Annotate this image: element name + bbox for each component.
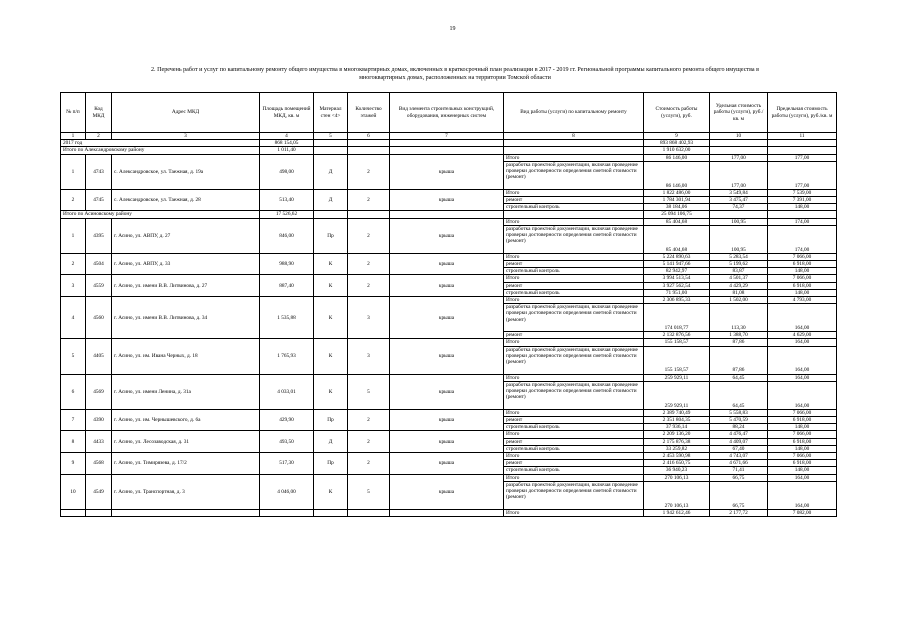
- house-code: 4390: [86, 409, 112, 431]
- work-unit-cost: 4 743,07: [710, 453, 768, 460]
- col-header-area: Площадь помещений МКД, кв. м: [260, 93, 314, 133]
- work-cost: 174 018,77: [644, 304, 710, 332]
- house-row: [61, 189, 837, 196]
- work-type: ремонт: [504, 332, 644, 339]
- work-unit-cost: 3 475,47: [710, 197, 768, 204]
- work-type: строительный контроль: [504, 289, 644, 296]
- work-max-cost: 7 066,00: [768, 409, 837, 416]
- work-cost: 259 929,11: [644, 374, 710, 381]
- work-cost: 270 106,13: [644, 474, 710, 481]
- work-unit-cost: 81,08: [710, 289, 768, 296]
- house-address: г. Асино, ул. им. Чернышевского, д. 6а: [112, 409, 260, 431]
- work-max-cost: 148,00: [768, 467, 837, 474]
- house-area: 4 033,01: [260, 374, 314, 409]
- work-unit-cost: 4 409,07: [710, 438, 768, 445]
- house-address: г. Асино, ул. им. Ивана Черных, д. 18: [112, 339, 260, 374]
- col-num: 8: [504, 133, 644, 140]
- col-header-unit-cost: Удельная стоимость работы (услуги), руб./кв. м: [710, 93, 768, 133]
- work-unit-cost: 87,86: [710, 346, 768, 374]
- work-max-cost: 148,00: [768, 289, 837, 296]
- work-cost: 2 453 590,98: [644, 453, 710, 460]
- house-number: 2: [61, 253, 86, 275]
- work-max-cost: 177,00: [768, 161, 837, 189]
- structural-element: крыша: [390, 374, 504, 409]
- work-cost: 71 951,00: [644, 289, 710, 296]
- floor-count: 5: [348, 374, 390, 409]
- work-cost: 3 927 562,54: [644, 282, 710, 289]
- work-type: разработка проектной документации, включая проведение проверки достоверности определения сметной стоимости (ремонт): [504, 346, 644, 374]
- house-address: г. Асино, ул. АВПУ, д. 33: [112, 253, 260, 275]
- work-max-cost: 164,00: [768, 474, 837, 481]
- house-row: [61, 275, 837, 282]
- work-cost: 2 306 895,33: [644, 297, 710, 304]
- work-cost: 1 784 301,94: [644, 197, 710, 204]
- work-max-cost: 164,00: [768, 374, 837, 381]
- wall-material: Пр: [314, 409, 348, 431]
- header-row: [61, 93, 837, 133]
- work-type: Итого: [504, 509, 644, 516]
- col-num: 9: [644, 133, 710, 140]
- house-number: 6: [61, 374, 86, 409]
- work-cost: 36 940,23: [644, 467, 710, 474]
- work-cost: 1 822 486,00: [644, 189, 710, 196]
- house-row: [61, 218, 837, 225]
- work-type: строительный контроль: [504, 445, 644, 452]
- work-unit-cost: 71,41: [710, 467, 768, 474]
- structural-element: крыша: [390, 431, 504, 453]
- work-max-cost: 6 918,00: [768, 417, 837, 424]
- house-area: 1 535,88: [260, 297, 314, 339]
- work-type: Итого: [504, 253, 644, 260]
- district-cost: 25 094 106,75: [644, 211, 710, 218]
- house-address: г. Асино, ул. Тимирязева, д. 17/2: [112, 453, 260, 475]
- tail-value: 2 177,72: [710, 509, 768, 516]
- work-cost: 2 132 876,56: [644, 332, 710, 339]
- work-max-cost: 177,00: [768, 154, 837, 161]
- house-number: 5: [61, 339, 86, 374]
- wall-material: К: [314, 339, 348, 374]
- work-max-cost: 4 629,00: [768, 332, 837, 339]
- floor-count: 2: [348, 409, 390, 431]
- structural-element: крыша: [390, 154, 504, 189]
- house-address: г. Асино, ул. имени В.В. Литвинова, д. 27: [112, 275, 260, 297]
- work-type: разработка проектной документации, включая проведение проверки достоверности определения сметной стоимости (ремонт): [504, 161, 644, 189]
- heading-line-2: многоквартирных домах, расположенных на территории Томской области: [359, 75, 551, 81]
- house-number: 10: [61, 474, 86, 509]
- work-type: разработка проектной документации, включая проведение проверки достоверности определения сметной стоимости (ремонт): [504, 481, 644, 509]
- work-max-cost: 4 793,00: [768, 297, 837, 304]
- house-code: 4549: [86, 474, 112, 509]
- wall-material: Д: [314, 189, 348, 211]
- work-type: строительный контроль: [504, 204, 644, 211]
- work-max-cost: 148,00: [768, 268, 837, 275]
- structural-element: крыша: [390, 339, 504, 374]
- house-code: 4743: [86, 154, 112, 189]
- house-code: 4568: [86, 453, 112, 475]
- house-area: 493,50: [260, 431, 314, 453]
- house-code: 4569: [86, 374, 112, 409]
- district-cost: 1 910 632,00: [644, 147, 710, 154]
- work-cost: 33 259,82: [644, 445, 710, 452]
- work-type: Итого: [504, 297, 644, 304]
- floor-count: 2: [348, 253, 390, 275]
- house-code: 4405: [86, 339, 112, 374]
- work-cost: 86 146,00: [644, 161, 710, 189]
- house-area: 1 765,93: [260, 339, 314, 374]
- floor-count: 3: [348, 339, 390, 374]
- district-summary-row: [61, 147, 837, 154]
- district-label: Итого по Александровскому району: [61, 147, 260, 154]
- house-area: 498,00: [260, 154, 314, 189]
- work-type: ремонт: [504, 417, 644, 424]
- work-type: разработка проектной документации, включая проведение проверки достоверности определения сметной стоимости (ремонт): [504, 304, 644, 332]
- house-address: с. Александровское, ул. Таежная, д. 28: [112, 189, 260, 211]
- work-cost: 86 146,00: [644, 154, 710, 161]
- work-max-cost: 6 918,00: [768, 460, 837, 467]
- house-area: 513,40: [260, 189, 314, 211]
- work-max-cost: 164,00: [768, 481, 837, 509]
- house-address: г. Асино, ул. Транспортная, д. 3: [112, 474, 260, 509]
- work-unit-cost: 113,30: [710, 304, 768, 332]
- house-code: 4504: [86, 253, 112, 275]
- work-cost: 85 404,68: [644, 225, 710, 253]
- year-summary-row: [61, 140, 837, 147]
- work-type: Итого: [504, 374, 644, 381]
- structural-element: крыша: [390, 275, 504, 297]
- work-type: ремонт: [504, 282, 644, 289]
- work-unit-cost: 177,00: [710, 161, 768, 189]
- work-max-cost: 174,00: [768, 218, 837, 225]
- year-area: 868 154,05: [260, 140, 314, 147]
- work-type: Итого: [504, 431, 644, 438]
- wall-material: К: [314, 275, 348, 297]
- col-num: 1: [61, 133, 86, 140]
- house-area: 517,30: [260, 453, 314, 475]
- work-type: Итого: [504, 339, 644, 346]
- heading-line-1: 2. Перечень работ и услуг по капитальному ремонту общего имущества в многоквартирных домах, включенных в краткосрочный план реализации в 2017 - 2019 гг. Региональной программы капитального ремонта общего имущества в: [151, 67, 759, 73]
- work-cost: 5 141 947,66: [644, 261, 710, 268]
- work-unit-cost: 66,75: [710, 474, 768, 481]
- work-unit-cost: 1 502,00: [710, 297, 768, 304]
- work-type: ремонт: [504, 261, 644, 268]
- wall-material: К: [314, 374, 348, 409]
- tail-row: [61, 509, 837, 516]
- work-cost: 270 106,13: [644, 481, 710, 509]
- col-header-code: Код МКД: [86, 93, 112, 133]
- work-max-cost: 7 066,00: [768, 453, 837, 460]
- house-code: 4560: [86, 297, 112, 339]
- wall-material: Д: [314, 154, 348, 189]
- work-max-cost: 148,00: [768, 424, 837, 431]
- work-type: разработка проектной документации, включая проведение проверки достоверности определения сметной стоимости (ремонт): [504, 381, 644, 409]
- house-row: [61, 374, 837, 381]
- col-header-material: Материал стен <4>: [314, 93, 348, 133]
- house-address: г. Асино, ул. имени В.В. Литвинова, д. 34: [112, 297, 260, 339]
- house-area: 988,90: [260, 253, 314, 275]
- work-cost: 155 158,57: [644, 339, 710, 346]
- house-area: 4 046,00: [260, 474, 314, 509]
- house-number: 2: [61, 189, 86, 211]
- col-header-element: Вид элемента строительных конструкций, оборудования, инженерных систем: [390, 93, 504, 133]
- work-max-cost: 7 066,00: [768, 275, 837, 282]
- tail-value: 1 942 612,46: [644, 509, 710, 516]
- work-type: Итого: [504, 189, 644, 196]
- structural-element: крыша: [390, 218, 504, 253]
- work-max-cost: 7 066,00: [768, 431, 837, 438]
- col-num: 2: [86, 133, 112, 140]
- work-max-cost: 164,00: [768, 339, 837, 346]
- col-num: 10: [710, 133, 768, 140]
- year-label: 2017 год: [61, 140, 260, 147]
- house-number: 1: [61, 154, 86, 189]
- work-cost: 38 184,06: [644, 204, 710, 211]
- work-unit-cost: 5 470,59: [710, 417, 768, 424]
- house-area: 429,90: [260, 409, 314, 431]
- house-code: 4433: [86, 431, 112, 453]
- structural-element: крыша: [390, 297, 504, 339]
- work-unit-cost: 5 199,62: [710, 261, 768, 268]
- work-unit-cost: 67,40: [710, 445, 768, 452]
- work-type: строительный контроль: [504, 467, 644, 474]
- work-max-cost: 6 918,00: [768, 438, 837, 445]
- work-max-cost: 6 918,00: [768, 282, 837, 289]
- work-cost: 5 224 890,63: [644, 253, 710, 260]
- work-cost: 2 175 876,38: [644, 438, 710, 445]
- floor-count: 2: [348, 453, 390, 475]
- house-row: [61, 297, 837, 304]
- work-max-cost: 164,00: [768, 304, 837, 332]
- wall-material: К: [314, 474, 348, 509]
- col-num: 6: [348, 133, 390, 140]
- structural-element: крыша: [390, 189, 504, 211]
- district-label: Итого по Асиновскому району: [61, 211, 260, 218]
- col-num: 5: [314, 133, 348, 140]
- work-unit-cost: 4 671,66: [710, 460, 768, 467]
- work-type: Итого: [504, 474, 644, 481]
- work-type: Итого: [504, 218, 644, 225]
- table-body: [61, 140, 837, 517]
- work-cost: 259 929,11: [644, 381, 710, 409]
- house-row: [61, 474, 837, 481]
- district-area: 17 526,62: [260, 211, 314, 218]
- work-unit-cost: 64,45: [710, 374, 768, 381]
- district-summary-row: [61, 211, 837, 218]
- floor-count: 2: [348, 189, 390, 211]
- page-number: 19: [449, 26, 456, 32]
- year-cost: 893 868 402,93: [644, 140, 710, 147]
- work-unit-cost: 4 501,37: [710, 275, 768, 282]
- house-row: [61, 409, 837, 416]
- work-type: ремонт: [504, 460, 644, 467]
- house-number: 4: [61, 297, 86, 339]
- work-max-cost: 6 918,00: [768, 261, 837, 268]
- house-number: 8: [61, 431, 86, 453]
- district-area: 1 011,40: [260, 147, 314, 154]
- work-cost: 3 994 513,54: [644, 275, 710, 282]
- col-header-address: Адрес МКД: [112, 93, 260, 133]
- work-max-cost: 164,00: [768, 381, 837, 409]
- col-header-max-cost: Предельная стоимость работы (услуги), руб./кв. м: [768, 93, 837, 133]
- house-address: г. Асино, ул. имени Ленина, д. 31а: [112, 374, 260, 409]
- work-type: Итого: [504, 275, 644, 282]
- house-code: 4745: [86, 189, 112, 211]
- col-header-work: Вид работы (услуги) по капитальному ремонту: [504, 93, 644, 133]
- work-cost: 82 942,97: [644, 268, 710, 275]
- house-row: [61, 339, 837, 346]
- column-number-row: [61, 133, 837, 140]
- house-address: г. Асино, ул. АВПУ, д. 27: [112, 218, 260, 253]
- work-unit-cost: 83,87: [710, 268, 768, 275]
- work-unit-cost: 3 549,84: [710, 189, 768, 196]
- house-area: 846,00: [260, 218, 314, 253]
- work-type: Итого: [504, 154, 644, 161]
- work-unit-cost: 100,95: [710, 218, 768, 225]
- work-max-cost: 148,00: [768, 204, 837, 211]
- house-code: 4395: [86, 218, 112, 253]
- work-type: разработка проектной документации, включая проведение проверки достоверности определения сметной стоимости (ремонт): [504, 225, 644, 253]
- wall-material: Пр: [314, 218, 348, 253]
- col-header-cost: Стоимость работы (услуги), руб.: [644, 93, 710, 133]
- wall-material: К: [314, 253, 348, 275]
- house-address: с. Александровское, ул. Таежная, д. 19а: [112, 154, 260, 189]
- work-type: строительный контроль: [504, 268, 644, 275]
- col-num: 4: [260, 133, 314, 140]
- house-area: 887,40: [260, 275, 314, 297]
- house-code: 4559: [86, 275, 112, 297]
- work-max-cost: 174,00: [768, 225, 837, 253]
- floor-count: 2: [348, 431, 390, 453]
- house-address: г. Асино, ул. Лесозаводская, д. 31: [112, 431, 260, 453]
- work-cost: 37 936,14: [644, 424, 710, 431]
- col-num: 3: [112, 133, 260, 140]
- wall-material: Пр: [314, 453, 348, 475]
- work-cost: 85 404,68: [644, 218, 710, 225]
- floor-count: 5: [348, 474, 390, 509]
- structural-element: крыша: [390, 253, 504, 275]
- work-cost: 2 351 804,35: [644, 417, 710, 424]
- work-unit-cost: 4 476,47: [710, 431, 768, 438]
- work-unit-cost: 74,37: [710, 204, 768, 211]
- work-cost: 2 209 136,20: [644, 431, 710, 438]
- work-max-cost: 148,00: [768, 445, 837, 452]
- works-table: [60, 92, 837, 517]
- wall-material: К: [314, 297, 348, 339]
- work-type: ремонт: [504, 197, 644, 204]
- work-unit-cost: 88,24: [710, 424, 768, 431]
- work-type: ремонт: [504, 438, 644, 445]
- work-cost: 2 416 650,75: [644, 460, 710, 467]
- col-num: 7: [390, 133, 504, 140]
- work-type: Итого: [504, 453, 644, 460]
- col-header-number: № п/п: [61, 93, 86, 133]
- work-max-cost: 7 066,00: [768, 253, 837, 260]
- work-unit-cost: 4 429,29: [710, 282, 768, 289]
- wall-material: Д: [314, 431, 348, 453]
- work-max-cost: 7 391,00: [768, 197, 837, 204]
- tail-value: 7 082,00: [768, 509, 837, 516]
- structural-element: крыша: [390, 474, 504, 509]
- work-unit-cost: 64,45: [710, 381, 768, 409]
- col-num: 11: [768, 133, 837, 140]
- house-number: 9: [61, 453, 86, 475]
- work-cost: 2 389 740,49: [644, 409, 710, 416]
- house-row: [61, 253, 837, 260]
- work-unit-cost: 5 283,54: [710, 253, 768, 260]
- house-number: 7: [61, 409, 86, 431]
- house-row: [61, 431, 837, 438]
- work-type: Итого: [504, 409, 644, 416]
- house-number: 1: [61, 218, 86, 253]
- work-unit-cost: 100,95: [710, 225, 768, 253]
- work-unit-cost: 1 388,70: [710, 332, 768, 339]
- floor-count: 2: [348, 218, 390, 253]
- floor-count: 3: [348, 297, 390, 339]
- work-cost: 155 158,57: [644, 346, 710, 374]
- floor-count: 2: [348, 275, 390, 297]
- work-max-cost: 7 539,00: [768, 189, 837, 196]
- work-unit-cost: 87,86: [710, 339, 768, 346]
- structural-element: крыша: [390, 409, 504, 431]
- house-row: [61, 154, 837, 161]
- document-heading: [70, 66, 840, 82]
- col-header-floors: Количество этажей: [348, 93, 390, 133]
- work-unit-cost: 177,00: [710, 154, 768, 161]
- structural-element: крыша: [390, 453, 504, 475]
- house-row: [61, 453, 837, 460]
- work-unit-cost: 5 558,83: [710, 409, 768, 416]
- work-unit-cost: 66,75: [710, 481, 768, 509]
- work-type: строительный контроль: [504, 424, 644, 431]
- house-number: 3: [61, 275, 86, 297]
- floor-count: 2: [348, 154, 390, 189]
- work-max-cost: 164,00: [768, 346, 837, 374]
